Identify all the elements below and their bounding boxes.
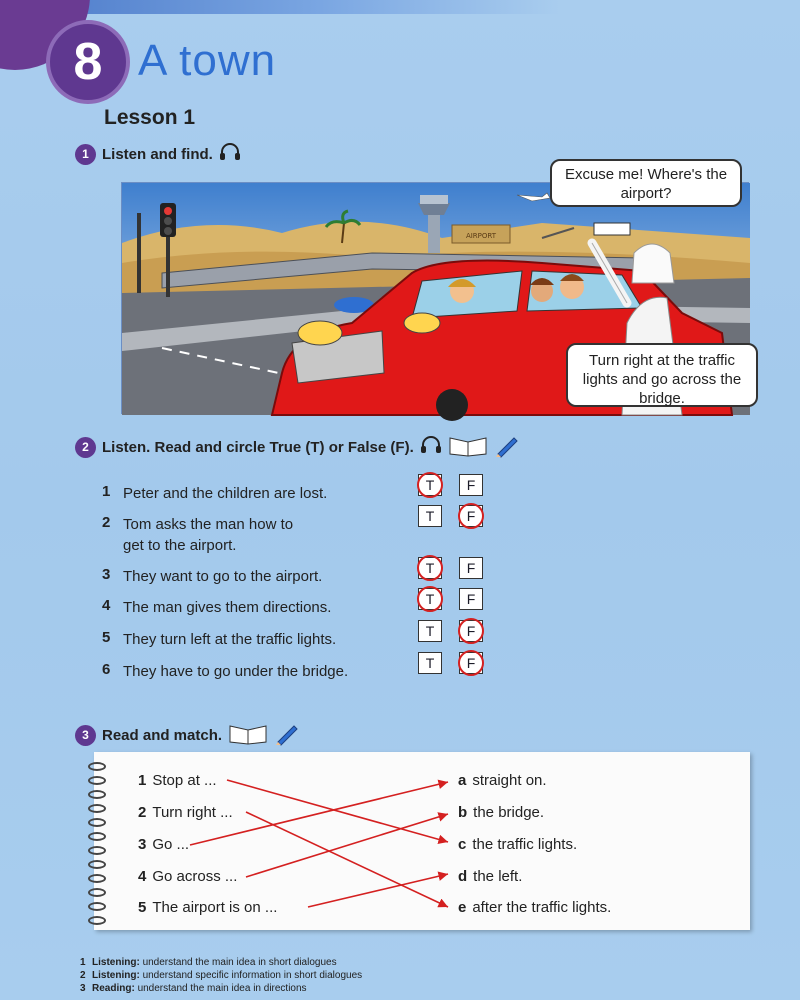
objective-row — [80, 956, 362, 969]
exercise-1-instruction: Listen and find. — [102, 145, 213, 163]
exercise-2-instruction: Listen. Read and circle True (T) or False (F). — [102, 438, 414, 456]
exercise-1-heading — [75, 142, 241, 166]
objective-row — [80, 982, 362, 995]
true-box[interactable]: T — [418, 620, 442, 642]
speech-bubble-answer: Turn right at the traffic lights and go across the bridge. — [566, 343, 758, 407]
match-left-item-2[interactable] — [138, 804, 233, 821]
answer-circle — [417, 586, 443, 612]
exercise-3-number: 3 — [75, 725, 96, 746]
match-left-text: Go ... — [152, 836, 190, 853]
tf-item-1 — [102, 483, 327, 504]
false-box[interactable]: F — [459, 505, 483, 527]
answer-circle — [417, 555, 443, 581]
match-right-item-c[interactable] — [458, 836, 577, 853]
tf-item-number: 1 — [102, 483, 111, 500]
true-box[interactable]: T — [418, 474, 442, 496]
match-left-number: 3 — [138, 836, 147, 853]
match-right-letter: b — [458, 804, 468, 821]
tf-item-text-line2: get to the airport. — [123, 537, 237, 554]
match-right-text: the left. — [473, 868, 523, 885]
objective-number: 1 — [80, 957, 86, 968]
match-right-text: the traffic lights. — [472, 836, 578, 853]
exercise-1-number: 1 — [75, 144, 96, 165]
match-right-item-a[interactable] — [458, 772, 547, 789]
answer-circle — [458, 503, 484, 529]
match-left-text: Stop at ... — [152, 772, 217, 789]
objective-text: understand specific information in short dialogues — [142, 970, 363, 981]
objective-text: understand the main idea in directions — [137, 983, 307, 994]
match-right-item-e[interactable] — [458, 899, 611, 916]
match-left-text: Go across ... — [152, 868, 238, 885]
match-notebook — [94, 752, 750, 930]
match-right-letter: d — [458, 868, 468, 885]
tf-item-4 — [102, 597, 331, 618]
objective-skill: Reading: — [92, 983, 135, 994]
true-box[interactable]: T — [418, 505, 442, 527]
unit-title: A town — [138, 36, 277, 85]
false-box[interactable]: F — [459, 652, 483, 674]
exercise-2-number: 2 — [75, 437, 96, 458]
tf-item-6 — [102, 661, 348, 682]
tf-item-text: They turn left at the traffic lights. — [123, 631, 337, 648]
unit-number-badge: 8 — [46, 20, 130, 104]
answer-circle — [417, 472, 443, 498]
tf-item-number: 3 — [102, 566, 111, 583]
objective-text: understand the main idea in short dialogues — [142, 957, 337, 968]
match-right-item-d[interactable] — [458, 868, 522, 885]
tf-item-2 — [102, 514, 293, 556]
true-box[interactable]: T — [418, 588, 442, 610]
match-right-text: straight on. — [472, 772, 547, 789]
match-right-letter: a — [458, 772, 467, 789]
match-left-number: 4 — [138, 868, 147, 885]
match-right-item-b[interactable] — [458, 804, 544, 821]
tf-item-text-line1: Tom asks the man how to — [123, 516, 294, 533]
pencil-icon — [274, 722, 298, 748]
match-right-letter: c — [458, 836, 467, 853]
tf-item-number: 4 — [102, 597, 111, 614]
exercise-2-heading — [75, 434, 518, 460]
match-left-number: 1 — [138, 772, 147, 789]
match-right-text: after the traffic lights. — [472, 899, 612, 916]
book-icon — [228, 722, 268, 748]
book-icon — [448, 434, 488, 460]
match-left-item-1[interactable] — [138, 772, 217, 789]
match-left-item-5[interactable] — [138, 899, 277, 916]
learning-objectives — [80, 956, 362, 995]
false-box[interactable]: F — [459, 620, 483, 642]
tf-item-text: Peter and the children are lost. — [123, 485, 328, 502]
false-box[interactable]: F — [459, 474, 483, 496]
match-left-text: The airport is on ... — [152, 899, 278, 916]
tf-item-text: They have to go under the bridge. — [123, 663, 349, 680]
tf-item-number: 6 — [102, 661, 111, 678]
true-box[interactable]: T — [418, 557, 442, 579]
match-right-letter: e — [458, 899, 467, 916]
match-line-2-e — [246, 812, 448, 907]
tf-item-text — [123, 514, 293, 556]
street-scene-illustration — [121, 166, 749, 414]
match-left-text: Turn right ... — [152, 804, 233, 821]
top-band — [0, 0, 800, 14]
false-box[interactable]: F — [459, 557, 483, 579]
false-box[interactable]: F — [459, 588, 483, 610]
tf-item-3 — [102, 566, 322, 587]
answer-circle — [458, 618, 484, 644]
match-left-item-3[interactable] — [138, 836, 189, 853]
exercise-3-heading — [75, 722, 298, 748]
objective-number: 2 — [80, 970, 86, 981]
tf-item-number: 5 — [102, 629, 111, 646]
objective-row — [80, 969, 362, 982]
match-left-number: 5 — [138, 899, 147, 916]
objective-skill: Listening: — [92, 970, 140, 981]
answer-circle — [458, 650, 484, 676]
objective-skill: Listening: — [92, 957, 140, 968]
match-left-item-4[interactable] — [138, 868, 237, 885]
match-left-number: 2 — [138, 804, 147, 821]
exercise-3-instruction: Read and match. — [102, 726, 223, 744]
headphones-icon — [420, 435, 442, 459]
tf-item-text: The man gives them directions. — [123, 599, 332, 616]
speech-bubble-question: Excuse me! Where's the airport? — [550, 159, 742, 207]
headphones-icon — [219, 142, 241, 166]
tf-item-number: 2 — [102, 514, 111, 531]
pencil-icon — [494, 434, 518, 460]
tf-item-text: They want to go to the airport. — [123, 568, 323, 585]
lesson-title: Lesson 1 — [104, 106, 196, 129]
true-box[interactable]: T — [418, 652, 442, 674]
match-line-5-d — [308, 874, 448, 907]
tf-item-5 — [102, 629, 336, 650]
airport-sign-text: AIRPORT — [465, 232, 497, 240]
match-right-text: the bridge. — [473, 804, 545, 821]
objective-number: 3 — [80, 983, 86, 994]
